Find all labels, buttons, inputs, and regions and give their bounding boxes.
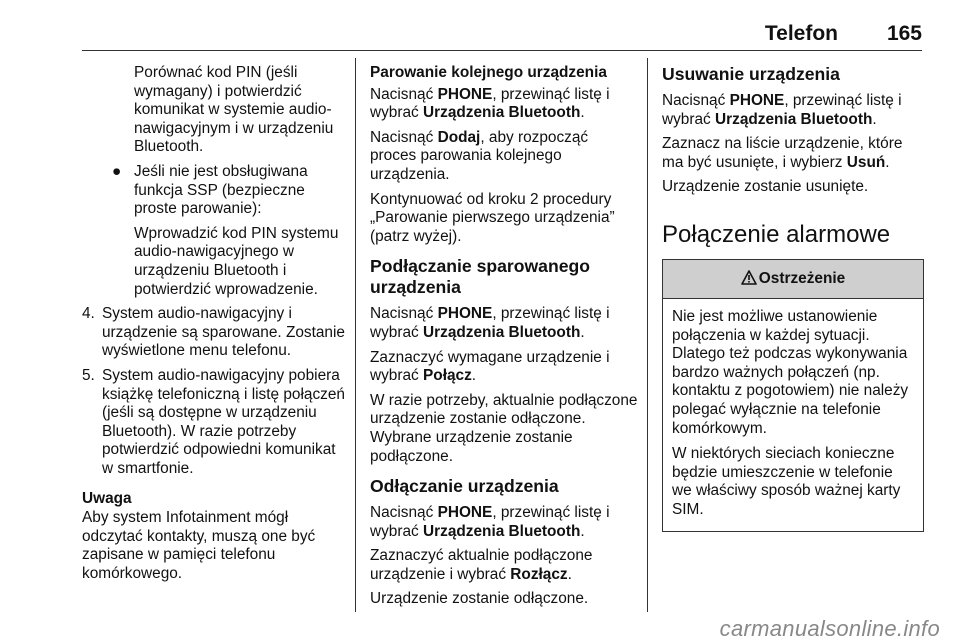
page-number: 165 [886, 22, 922, 45]
paragraph-pair-step3: Kontynuować od kroku 2 procedury „Parowanie pierwszego urządzenia” (patrz wyżej). [370, 190, 615, 245]
warning-paragraph-2: W niektórych sieciach konieczne będzie umieszczenie w telefonie we właściwy sposób ważnej karty SIM. [672, 445, 901, 518]
note-text: Aby system Infotainment mógł odczytać kontakty, muszą one być zapisane w pamięci telefonu komórkowego. [82, 509, 316, 582]
warning-paragraph-1: Nie jest możliwe ustanowienie połączenia w każdej sytuacji. Dlatego też podczas wykonywania bardzo ważnych połączeń (np. kontaktu z pogotowiem) nie należy polegać wyłącznie na telefonie komórkowym. [672, 307, 909, 437]
paragraph-connect-step3: W razie potrzeby, aktualnie podłączone urządzenie zostanie odłączone. Wybrane urządzenie zostanie podłączone. [370, 391, 638, 465]
heading-pair-next: Parowanie kolejnego urządzenia [370, 64, 607, 81]
page-header [82, 22, 922, 48]
heading-emergency-call: Połączenie alarmowe [662, 220, 891, 248]
header-rule [82, 50, 922, 51]
warning-title: Ostrzeżenie [758, 269, 846, 287]
column-3 [662, 64, 924, 532]
warning-triangle-icon [741, 270, 757, 285]
bold-bt-devices: Urządzenia Bluetooth [423, 104, 581, 122]
paragraph-remove-step1: Nacisnąć PHONE, przewinąć listę i wybrać Urządzenia Bluetooth. [662, 92, 902, 128]
paragraph-pair-step2: Nacisnąć Dodaj, aby rozpocząć proces parowania kolejnego urządzenia. [370, 128, 589, 183]
paragraph-disconnect-step3: Urządzenie zostanie odłączone. [370, 590, 589, 608]
section-title: Telefon [764, 22, 838, 45]
note-block [82, 490, 350, 583]
bold-connect: Połącz [423, 367, 472, 385]
warning-box [662, 259, 924, 532]
paragraph-enter-pin: Wprowadzić kod PIN systemu audio-nawigacyjnego w urządzeniu Bluetooth i potwierdzić wprowadzenie. [134, 224, 339, 298]
heading-connect-paired: Podłączanie sparowanego urządzenia [370, 256, 590, 298]
paragraph-connect-step2: Zaznaczyć wymagane urządzenie i wybrać Połącz. [370, 348, 610, 385]
step-5-number: 5. [82, 366, 95, 384]
column-divider-1 [355, 58, 356, 612]
bullet-icon: ● [112, 162, 122, 180]
bold-remove: Usuń [846, 153, 886, 171]
paragraph-pair-step1: Nacisnąć PHONE, przewinąć listę i wybrać Urządzenia Bluetooth. [370, 85, 610, 122]
bullet-ssp [82, 163, 350, 219]
step-4-number: 4. [82, 305, 95, 323]
warning-header [663, 260, 923, 299]
watermark: carmanualsonline.info [719, 616, 940, 641]
step-5 [82, 367, 350, 479]
step-5-text: System audio-nawigacyjny pobiera książkę telefoniczną i listę połączeń (jeśli są dostępne w urządzeniu Bluetooth). W razie potrzeby potwierdzić odpowiedni komunikat w smartfonie. [102, 366, 345, 477]
bold-add: Dodaj [437, 128, 481, 146]
bullet-ssp-text: Jeśli nie jest obsługiwana funkcja SSP (bezpieczne proste parowanie): [134, 162, 308, 218]
bold-phone: PHONE [437, 85, 493, 103]
paragraph-connect-step1: Nacisnąć PHONE, przewinąć listę i wybrać Urządzenia Bluetooth. [370, 305, 610, 341]
paragraph-remove-step2: Zaznacz na liście urządzenie, które ma być usunięte, i wybierz Usuń. [662, 135, 903, 171]
heading-disconnect: Odłączanie urządzenia [370, 476, 559, 497]
bold-disconnect: Rozłącz [510, 565, 568, 583]
paragraph-disconnect-step2: Zaznaczyć aktualnie podłączone urządzenie i wybrać Rozłącz. [370, 547, 593, 583]
column-1 [82, 64, 350, 583]
paragraph-compare-pin: Porównać kod PIN (jeśli wymagany) i potwierdzić komunikat w systemie audio-nawigacyjnym i w urządzeniu Bluetooth. [134, 64, 334, 156]
note-title: Uwaga [82, 490, 132, 508]
column-2 [370, 64, 638, 615]
warning-body [663, 299, 923, 531]
paragraph-remove-step3: Urządzenie zostanie usunięte. [662, 178, 869, 196]
paragraph-disconnect-step1: Nacisnąć PHONE, przewinąć listę i wybrać Urządzenia Bluetooth. [370, 504, 610, 540]
step-4-text: System audio-nawigacyjny i urządzenie są sparowane. Zostanie wyświetlone menu telefonu. [102, 305, 345, 360]
step-4 [82, 305, 350, 361]
heading-remove-device: Usuwanie urządzenia [662, 64, 840, 84]
column-divider-2 [647, 58, 648, 612]
